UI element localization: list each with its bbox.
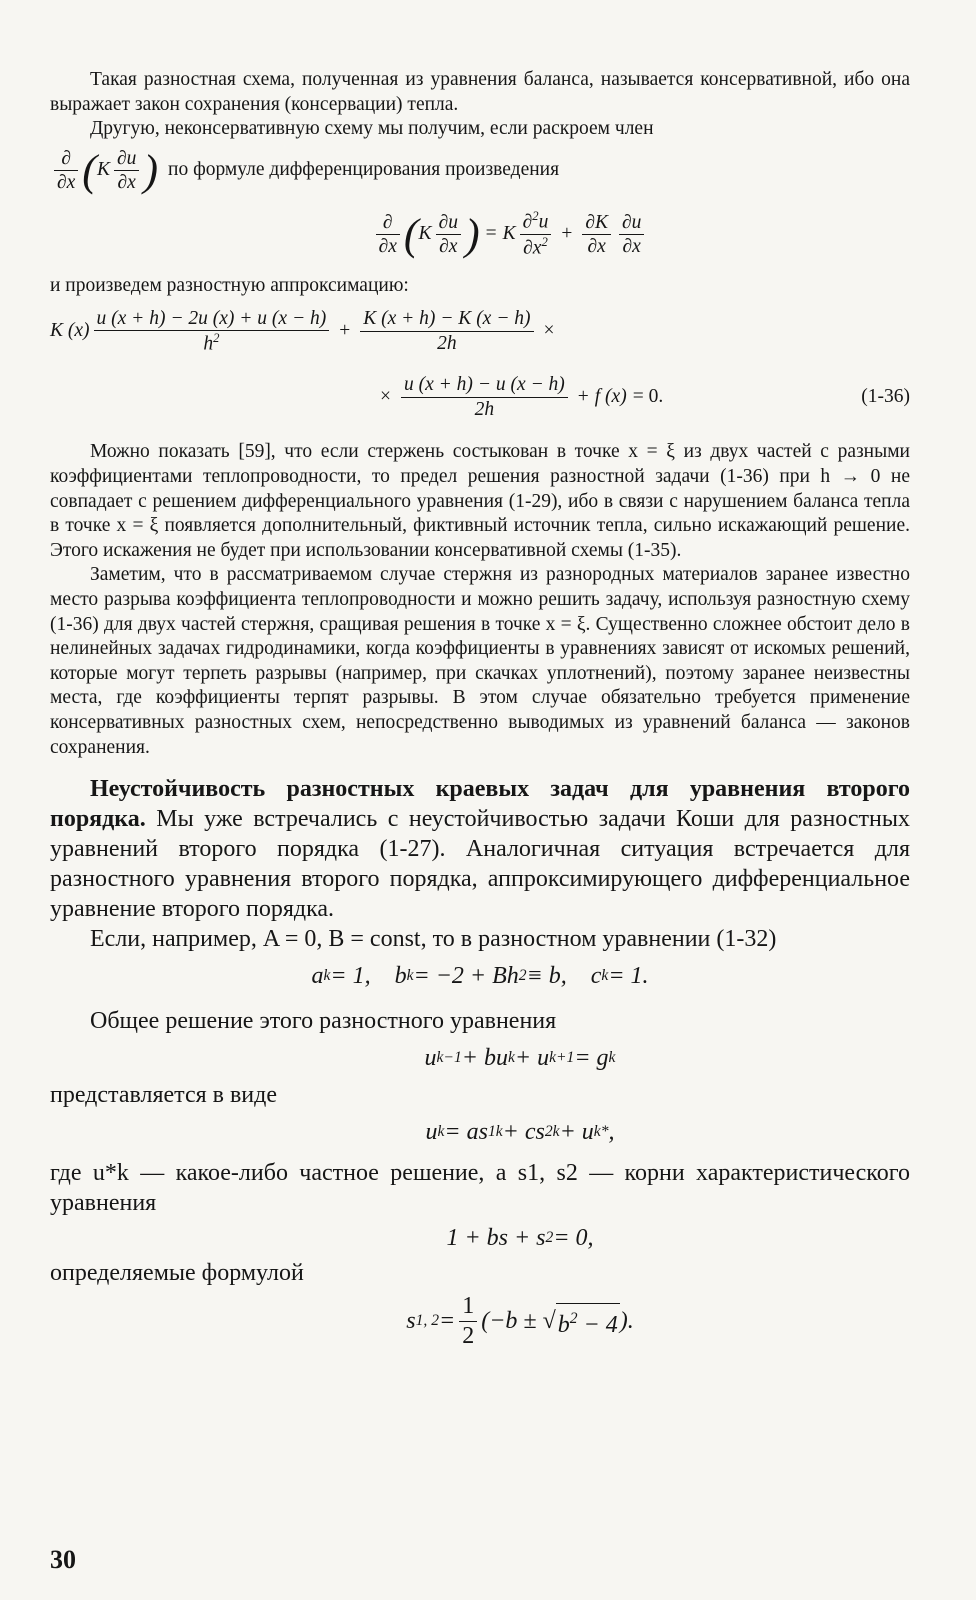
formula-coefficients: a k = 1, b k = −2 + Bh 2 ≡ b, c k = 1.: [311, 963, 649, 990]
formula-characteristic: 1 + bs + s 2 = 0,: [446, 1225, 594, 1252]
page-number: 30: [50, 1545, 76, 1574]
paragraph: и произведем разностную аппроксимацию:: [50, 274, 409, 296]
paragraph: Другую, неконсервативную схему мы получим, если раскроем член: [90, 118, 654, 140]
formula-product-rule: $\frac{\partial}{\partial x}$ ( K $\frac{\partial u}{\partial x}$ ) = K $\frac{\partial^2u}{\partial x^2}$ + $\frac{\partial K}{\partial x}$ $\frac{\partial u}{\partial x}$: [50, 200, 910, 270]
paragraph: представляется в виде: [50, 1082, 278, 1109]
paragraph-section: [50, 774, 910, 924]
section-heading: Неустойчивость разностных краевых задач для уравнения второго порядка.: [50, 776, 910, 833]
formula-difference-equation: u k−1 + bu k + u k+1 = g k: [424, 1045, 616, 1072]
paragraph: Общее решение этого разностного уравнения: [90, 1008, 557, 1035]
formula-1-36-line1: K (x) $\frac{u (x + h) - 2u (x) + u (x - h)}{h^2}$ + $\frac{K (x + h) - K (x - h)}{2h}$ ×: [50, 307, 555, 355]
paragraph: Заметим, что в рассматриваемом случае стержня из разнородных материалов заранее известно место разрыва коэффициента теплопроводности и можно решить задачу, используя разностную схему (1-36) для двух частей стержня, сращивая решения в точке x = ξ. Существенно сложнее обстоит дело в нелинейных задачах гидродинамики, когда коэффициенты в уравнениях зависят от искомых решений, которые могут терпеть разрывы (например, при скачках уплотнений), поэтому заранее неизвестны места, где коэффициенты терпят разрывы. В этом случае обязательно требуется применение консервативных разностных схем, непосредственно выводимых из уравнений баланса — законов сохранения.: [50, 564, 910, 758]
page-content: [50, 68, 910, 1354]
formula-term: $\frac{\partial}{\partial x}$ ( K $\frac{\partial u}{\partial x}$ ) по формуле дифференцирования произведения: [50, 142, 910, 200]
formula-1-36-line2: × $\frac{u (x + h) - u (x - h)}{2h}$ + f (x) = 0. (1-36): [380, 374, 910, 420]
formula-caption: по формуле дифференцирования произведения: [168, 159, 560, 181]
formula-roots: s 1, 2 = $\frac{1}{2}$ (−b ± √ $b^2 - 4$ ).: [406, 1292, 634, 1349]
formula-general-solution: u k = as 1 k + cs 2 k + u k * ,: [425, 1119, 615, 1146]
paragraph: Если, например, A = 0, B = const, то в разностном уравнении (1-32): [90, 926, 777, 953]
paragraph: где u*k — какое-либо частное решение, а s1, s2 — корни характеристического уравнения: [50, 1160, 910, 1217]
paragraph: Такая разностная схема, полученная из уравнения баланса, называется консервативной, ибо она выражает закон сохранения (консервации) тепла.: [50, 69, 910, 115]
paragraph: Можно показать [59], что если стержень состыкован в точке x = ξ из двух частей с разными коэффициентами теплопроводности, то предел решения разностной задачи (1-36) при h → 0 не совпадает с решением дифференциального уравнения (1-29), ибо в связи с нарушением баланса тепла в точке x = ξ появляется дополнительный, фиктивный источник тепла, сильно искажающий решение. Этого искажения не будет при использовании консервативной схемы (1-35).: [50, 441, 910, 561]
paragraph: определяемые формулой: [50, 1260, 304, 1287]
section-text: Мы уже встречались с неустойчивостью задачи Коши для разностных уравнений второго порядка (1-27). Аналогичная ситуация встречается для разностного уравнения второго порядка, аппроксимирующего дифференциальное уравнение второго порядка.: [50, 806, 910, 923]
equation-number: (1-36): [861, 386, 910, 408]
